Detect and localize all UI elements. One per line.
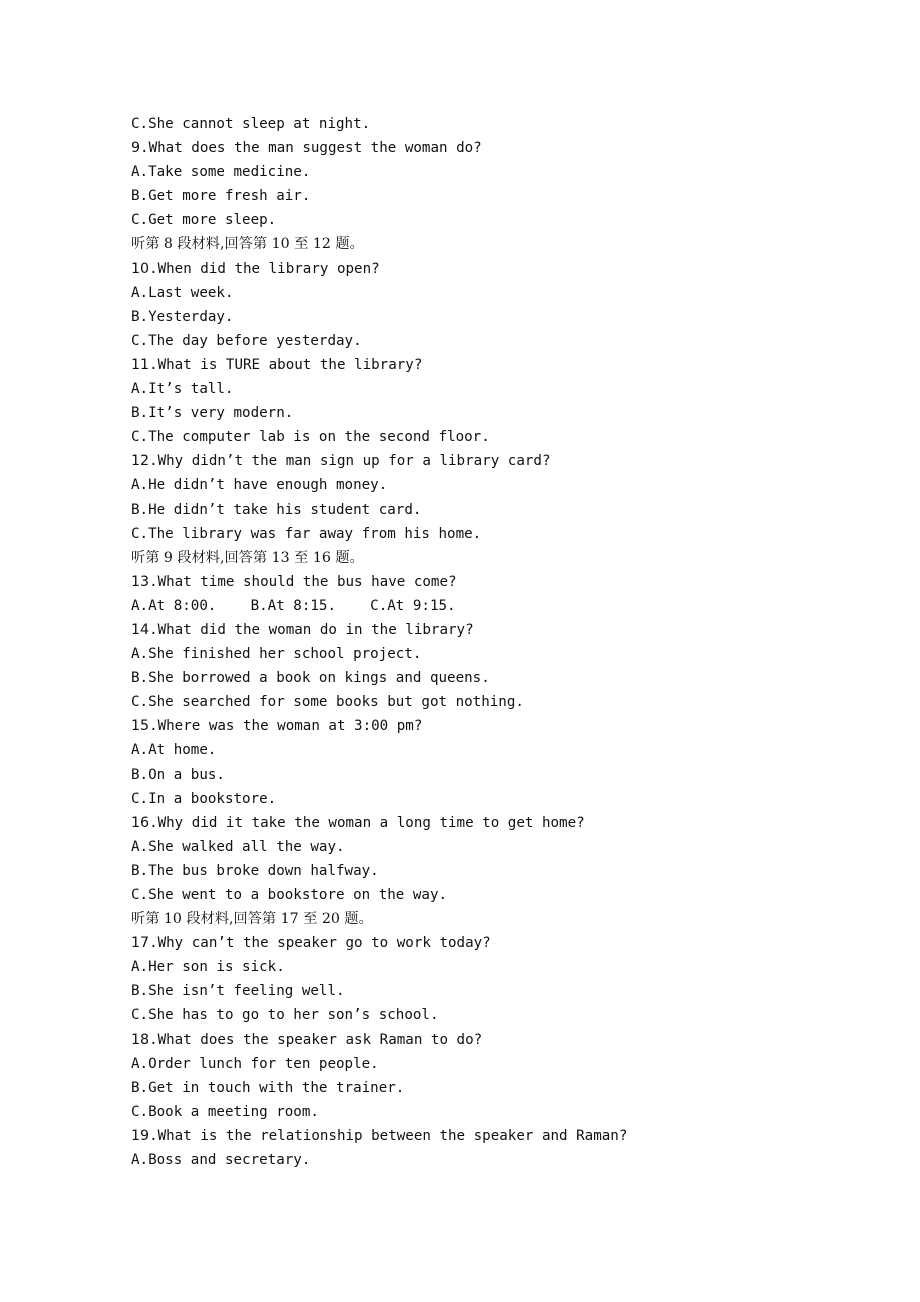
question-line bbox=[131, 1028, 831, 1052]
question-number: 16 bbox=[131, 814, 150, 831]
answer-option: C.The day before yesterday. bbox=[131, 332, 362, 349]
answer-option: B.She isn’t feeling well. bbox=[131, 983, 345, 1000]
answer-option: A.At 8:00. B.At 8:15. C.At 9:15. bbox=[131, 597, 456, 614]
question-line bbox=[131, 811, 831, 835]
answer-option: C.Get more sleep. bbox=[131, 212, 277, 229]
answer-option: C.The computer lab is on the second floor. bbox=[131, 429, 490, 446]
question-text: .What is the relationship between the speaker and Raman? bbox=[149, 1127, 628, 1144]
question-number: 9 bbox=[131, 140, 141, 157]
question-line bbox=[131, 257, 831, 281]
question-number: 15 bbox=[131, 718, 150, 735]
answer-option: B.He didn’t take his student card. bbox=[131, 501, 422, 518]
answer-option: A.At home. bbox=[131, 742, 217, 759]
answer-option: A.Take some medicine. bbox=[131, 164, 311, 181]
question-line bbox=[131, 136, 831, 160]
answer-option: C.She has to go to her son’s school. bbox=[131, 1007, 439, 1024]
answer-option: A.She finished her school project. bbox=[131, 646, 422, 663]
answer-option: A.Last week. bbox=[131, 284, 234, 301]
question-number: 11 bbox=[131, 356, 150, 373]
answer-option: C.She went to a bookstore on the way. bbox=[131, 887, 448, 903]
question-line bbox=[131, 353, 831, 377]
question-line bbox=[131, 449, 831, 473]
question-text: .Where was the woman at 3:00 pm? bbox=[149, 718, 423, 735]
question-text: .When did the library open? bbox=[149, 260, 380, 277]
question-text: .Why didn’t the man sign up for a library card? bbox=[149, 453, 551, 470]
question-text: .What does the man suggest the woman do? bbox=[140, 140, 482, 157]
answer-option: C.She searched for some books but got nothing. bbox=[131, 694, 524, 711]
question-text: .What did the woman do in the library? bbox=[149, 621, 474, 638]
answer-option: B.Get more fresh air. bbox=[131, 188, 311, 205]
question-number: 14 bbox=[131, 621, 150, 638]
document-page bbox=[131, 112, 831, 1172]
question-number: 17 bbox=[131, 935, 150, 952]
question-number: 10 bbox=[131, 260, 150, 277]
section-heading: 听第 8 段材料,回答第 10 至 12 题。 bbox=[131, 236, 364, 253]
question-line bbox=[131, 570, 831, 594]
question-line bbox=[131, 1124, 831, 1148]
answer-option: B.Yesterday. bbox=[131, 308, 234, 325]
answer-option: C.She cannot sleep at night. bbox=[131, 116, 371, 132]
section-heading: 听第 9 段材料,回答第 13 至 16 题。 bbox=[131, 549, 364, 566]
question-line bbox=[131, 714, 831, 738]
question-number: 19 bbox=[131, 1127, 150, 1144]
answer-option: A.Her son is sick. bbox=[131, 959, 285, 976]
question-text: .What does the speaker ask Raman to do? bbox=[149, 1031, 483, 1048]
question-number: 18 bbox=[131, 1031, 150, 1048]
answer-option: A.It’s tall. bbox=[131, 381, 234, 398]
answer-option: B.It’s very modern. bbox=[131, 405, 294, 422]
question-number: 13 bbox=[131, 573, 150, 590]
answer-option: A.Order lunch for ten people. bbox=[131, 1055, 379, 1072]
answer-option: C.The library was far away from his home. bbox=[131, 525, 482, 542]
answer-option: B.The bus broke down halfway. bbox=[131, 862, 379, 879]
question-line bbox=[131, 618, 831, 642]
question-text: .What is TURE about the library? bbox=[149, 356, 423, 373]
answer-option: A.He didn’t have enough money. bbox=[131, 477, 388, 494]
answer-option: B.On a bus. bbox=[131, 766, 225, 783]
question-text: .Why did it take the woman a long time to get home? bbox=[149, 814, 585, 831]
answer-option: C.In a bookstore. bbox=[131, 790, 277, 807]
answer-option: A.Boss and secretary. bbox=[131, 1152, 311, 1169]
question-number: 12 bbox=[131, 453, 150, 470]
answer-option: C.Book a meeting room. bbox=[131, 1103, 319, 1120]
answer-option: B.Get in touch with the trainer. bbox=[131, 1079, 405, 1096]
question-text: .Why can’t the speaker go to work today? bbox=[149, 935, 491, 952]
answer-option: B.She borrowed a book on kings and queens. bbox=[131, 670, 490, 687]
answer-option: A.She walked all the way. bbox=[131, 838, 345, 855]
question-text: .What time should the bus have come? bbox=[149, 573, 457, 590]
section-heading: 听第 10 段材料,回答第 17 至 20 题。 bbox=[131, 911, 373, 928]
question-line bbox=[131, 931, 831, 955]
